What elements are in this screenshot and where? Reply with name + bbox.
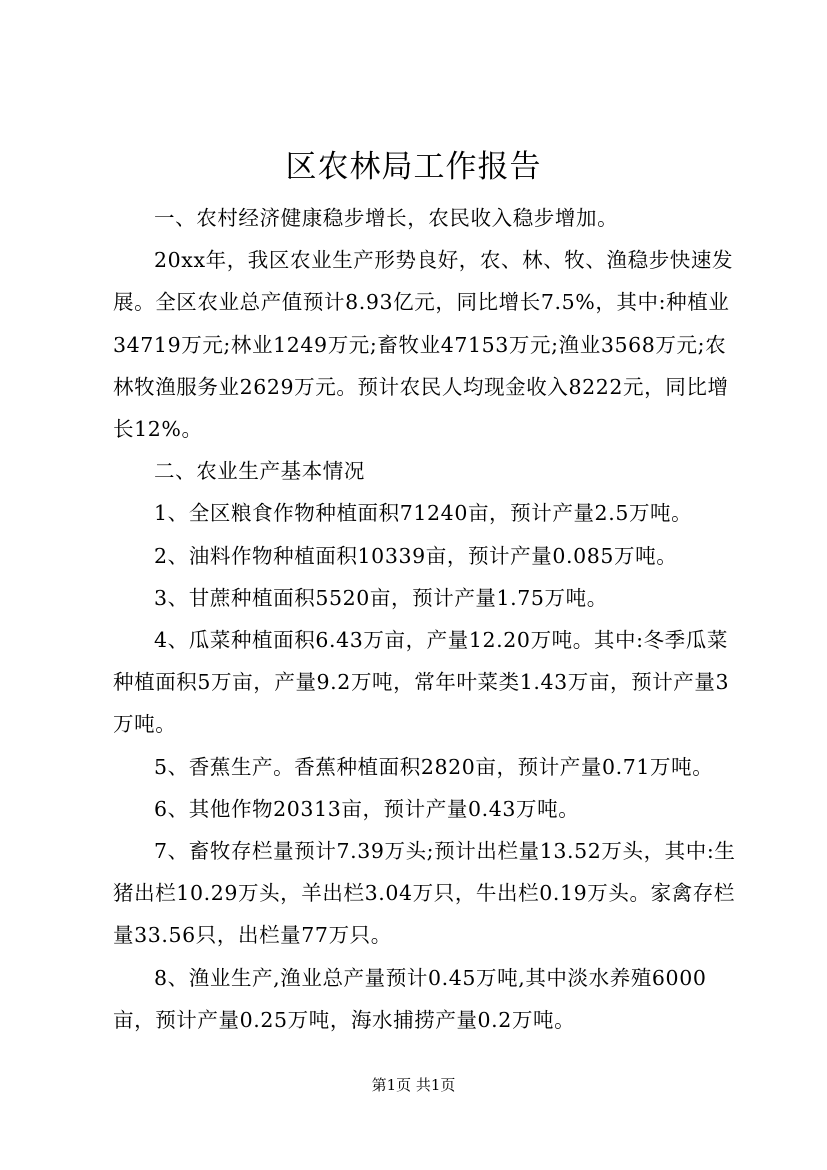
paragraph-item-4-vegetables: 4、瓜菜种植面积6.43万亩，产量12.20万吨。其中:冬季瓜菜种植面积5万亩，产量9.2万吨，常年叶菜类1.43万亩，预计产量3万吨。 [113, 628, 730, 737]
document-body [113, 197, 738, 1041]
paragraph-item-5-banana: 5、香蕉生产。香蕉种植面积2820亩，预计产量0.71万吨。 [154, 754, 714, 779]
paragraph-item-3-sugarcane: 3、甘蔗种植面积5520亩，预计产量1.75万吨。 [154, 585, 608, 610]
document-title: 区农林局工作报告 [285, 149, 542, 185]
page-number-footer: 第1页 共1页 [371, 1076, 456, 1094]
paragraph-item-8-fishery: 8、渔业生产,渔业总产量预计0.45万吨,其中淡水养殖6000亩，预计产量0.25万吨，海水捕捞产量0.2万吨。 [113, 965, 707, 1032]
paragraph-item-1-grain: 1、全区粮食作物种植面积71240亩，预计产量2.5万吨。 [154, 501, 693, 526]
paragraph-item-7-livestock: 7、畜牧存栏量预计7.39万头;预计出栏量13.52万头，其中:生猪出栏10.29万头，羊出栏3.04万只，牛出栏0.19万头。家禽存栏量33.56只，出栏量77万只。 [113, 839, 736, 948]
paragraph-item-2-oil-crops: 2、油料作物种植面积10339亩，预计产量0.085万吨。 [154, 543, 678, 568]
paragraph-section-2-heading: 二、农业生产基本情况 [154, 459, 365, 484]
paragraph-item-6-other-crops: 6、其他作物20313亩，预计产量0.43万吨。 [154, 796, 580, 821]
paragraph-section-1-heading: 一、农村经济健康稳步增长，农民收入稳步增加。 [154, 206, 619, 230]
paragraph-economy-summary: 20xx年，我区农业生产形势良好，农、林、牧、渔稳步快速发展。全区农业总产值预计8.93亿元，同比增长7.5%，其中:种植业34719万元;林业1249万元;畜牧业47153万元;渔业3568万元;农林牧渔服务业2629万元。预计农民人均现金收入8222元，同比增长12%。 [113, 248, 734, 442]
